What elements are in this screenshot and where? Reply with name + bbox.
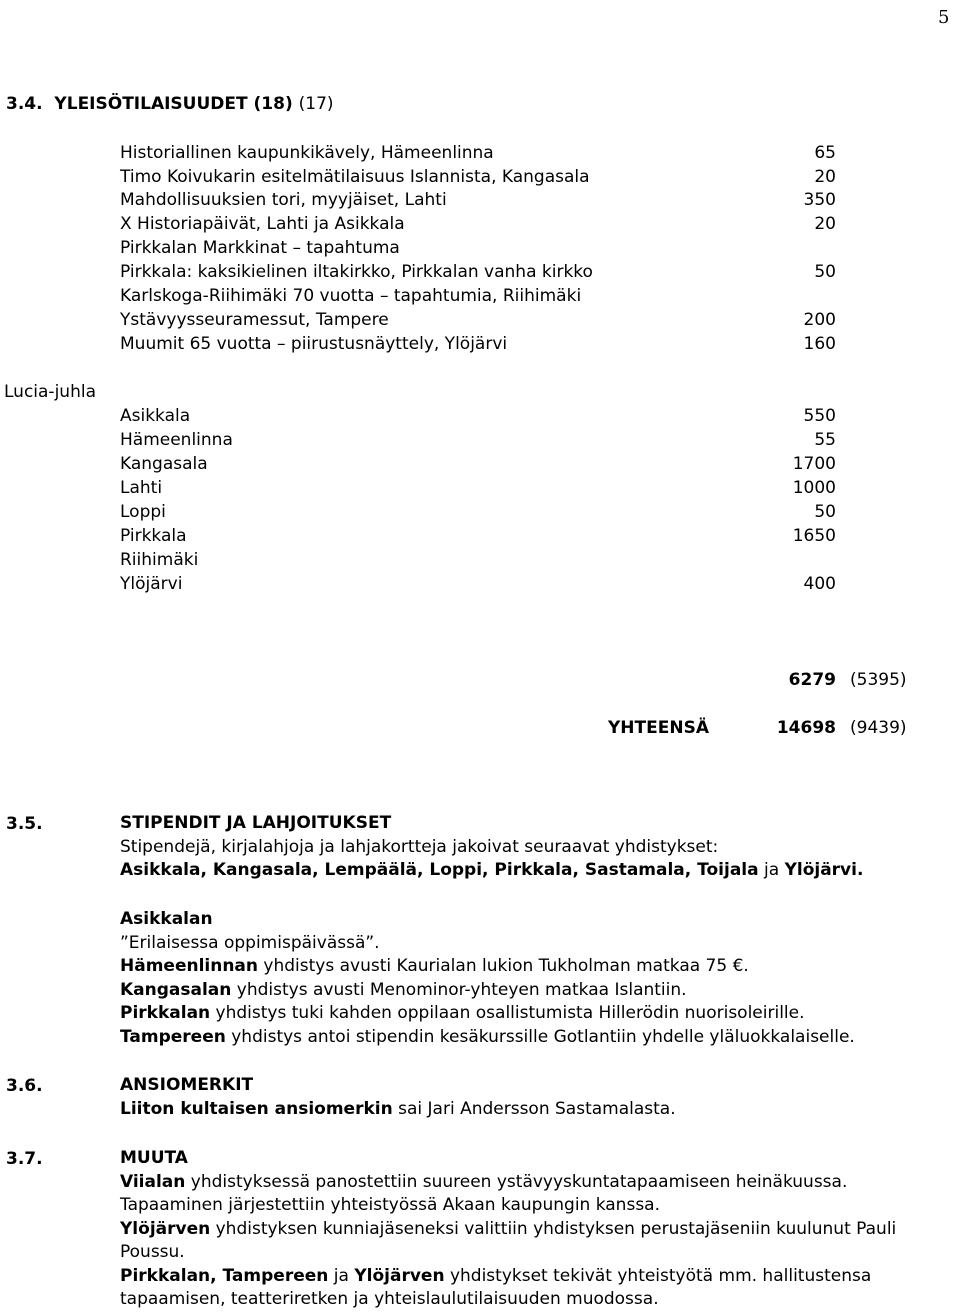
- association-list: [120, 859, 925, 883]
- conjunction: ja: [328, 1265, 355, 1286]
- grant-asikkala: [120, 908, 925, 932]
- viiala-line: [120, 1171, 925, 1195]
- list-item: [120, 143, 836, 163]
- total-label: YHTEENSÄ: [608, 718, 709, 738]
- conjunction: ja: [764, 860, 780, 880]
- event-value: 20: [814, 214, 836, 234]
- lucia-label: Lucia-juhla: [4, 382, 96, 402]
- list-item: [120, 334, 836, 354]
- grant-name: Pirkkalan: [120, 1003, 211, 1023]
- subtotal-value: 6279: [788, 670, 836, 690]
- grant-pirkkala: [120, 1002, 925, 1026]
- lucia-value: 400: [803, 574, 836, 594]
- page-number: 5: [938, 7, 950, 28]
- line-text: yhdistyksessä panostettiin suureen ystävyyskuntatapaamiseen heinäkuussa.: [185, 1171, 848, 1192]
- list-item: [120, 286, 836, 306]
- list-item: [120, 526, 836, 546]
- grant-name: Kangasalan: [120, 979, 232, 1000]
- total-value: 14698: [776, 718, 836, 738]
- lucia-city: Hämeenlinna: [120, 430, 233, 450]
- line-text: yhdistyksen kunniajäseneksi valittiin yhdistyksen perustajäseniin kuulunut Pauli: [210, 1218, 897, 1239]
- grant-name: Tampereen: [120, 1026, 226, 1047]
- list-item: [120, 502, 836, 522]
- list-item: [120, 454, 836, 474]
- section-title: ANSIOMERKIT: [120, 1075, 254, 1095]
- list-item: [120, 574, 836, 594]
- event-label: Timo Koivukarin esitelmätilaisuus Islannista, Kangasala: [120, 167, 590, 187]
- ylojarvi-line-cont: Poussu.: [120, 1242, 185, 1262]
- event-label: Pirkkala: kaksikielinen iltakirkko, Pirkkalan vanha kirkko: [120, 262, 593, 282]
- event-value: 160: [803, 334, 836, 354]
- lucia-value: 1000: [792, 478, 836, 498]
- list-item: [120, 430, 836, 450]
- lucia-city: Kangasala: [120, 454, 208, 474]
- grant-text: yhdistys avusti Menominor-yhteyen matkaa Islantiin.: [231, 979, 687, 1000]
- list-item: [120, 190, 836, 210]
- association-last: Ylöjärvi.: [784, 860, 864, 880]
- line-text: yhdistykset tekivät yhteistyötä mm. hallitustensa: [444, 1265, 872, 1286]
- lucia-value: 50: [814, 502, 836, 522]
- grant-text: yhdistys tuki kahden oppilaan osallistumista Hillerödin nuorisoleirille.: [210, 1003, 805, 1023]
- award-name: Liiton kultaisen ansiomerkin: [120, 1098, 393, 1119]
- section-3-7-body: [120, 1147, 925, 1312]
- grant-text: yhdistys antoi stipendin kesäkurssille Gotlantiin yhdelle yläluokkalaiselle.: [225, 1026, 855, 1047]
- event-label: Muumit 65 vuotta – piirustusnäyttely, Ylöjärvi: [120, 334, 508, 354]
- event-value: 50: [814, 262, 836, 282]
- lucia-city: Loppi: [120, 502, 166, 522]
- event-value: 350: [803, 190, 836, 210]
- list-item: [120, 214, 836, 234]
- section-3-6-body: [120, 1074, 925, 1121]
- association-names: Pirkkalan, Tampereen: [120, 1265, 329, 1286]
- association-name: Ylöjärven: [354, 1265, 445, 1286]
- grant-text: yhdistys avusti Kaurialan lukion Tukholman matkaa 75 €.: [258, 956, 749, 976]
- event-label: Karlskoga-Riihimäki 70 vuotta – tapahtumia, Riihimäki: [120, 286, 582, 306]
- event-label: Historiallinen kaupunkikävely, Hämeenlinna: [120, 143, 494, 163]
- viiala-line-cont: Tapaaminen järjestettiin yhteistyössä Akaan kaupungin kanssa.: [120, 1195, 660, 1215]
- lucia-value: 55: [814, 430, 836, 450]
- cooperation-line: [120, 1265, 925, 1289]
- section-intro: Stipendejä, kirjalahjoja ja lahjakortteja jakoivat seuraavat yhdistykset:: [120, 836, 719, 857]
- lucia-city: Ylöjärvi: [120, 574, 183, 594]
- event-value: 200: [803, 310, 836, 330]
- list-item: [120, 550, 836, 570]
- lucia-city: Lahti: [120, 478, 163, 498]
- lucia-value: 550: [803, 406, 836, 426]
- association-name: Viialan: [120, 1171, 186, 1192]
- event-label: Mahdollisuuksien tori, myyjäiset, Lahti: [120, 190, 447, 210]
- section-3-4-heading: [6, 94, 334, 114]
- section-title: YLEISÖTILAISUUDET (18): [54, 94, 293, 114]
- previous-count: (17): [298, 94, 334, 114]
- section-3-6-number: 3.6.: [6, 1076, 43, 1096]
- event-value: 65: [814, 143, 836, 163]
- event-label: Pirkkalan Markkinat – tapahtuma: [120, 238, 400, 258]
- association-names: Asikkala, Kangasala, Lempäälä, Loppi, Pirkkala, Sastamala, Toijala: [120, 860, 759, 880]
- lucia-city: Pirkkala: [120, 526, 187, 546]
- list-item: [120, 238, 836, 258]
- section-3-5-body: [120, 812, 925, 883]
- section-3-7-number: 3.7.: [6, 1149, 43, 1169]
- grant-asikkala-cont: ”Erilaisessa oppimispäivässä”.: [120, 932, 380, 953]
- award-line: [120, 1098, 925, 1122]
- subtotal-previous: (5395): [850, 670, 907, 690]
- list-item: [120, 406, 836, 426]
- total-previous: (9439): [850, 718, 907, 738]
- grant-tampere: [120, 1026, 925, 1050]
- grant-kangasala: [120, 979, 925, 1003]
- grant-hameenlinna: [120, 955, 925, 979]
- grant-name: Asikkalan: [120, 909, 213, 929]
- list-item: [120, 310, 836, 330]
- lucia-value: 1700: [792, 454, 836, 474]
- cooperation-line-cont: tapaamisen, teatteriretken ja yhteislaulutilaisuuden muodossa.: [120, 1289, 659, 1309]
- ylojarvi-line: [120, 1218, 925, 1242]
- section-3-5-number: 3.5.: [6, 814, 43, 834]
- award-text: sai Jari Andersson Sastamalasta.: [392, 1098, 676, 1119]
- grants-paragraph: [120, 908, 925, 1049]
- grant-name: Hämeenlinnan: [120, 956, 259, 976]
- lucia-city: Riihimäki: [120, 550, 199, 570]
- section-number: 3.4.: [6, 94, 43, 114]
- lucia-value: 1650: [792, 526, 836, 546]
- section-title: STIPENDIT JA LAHJOITUKSET: [120, 813, 392, 833]
- list-item: [120, 262, 836, 282]
- section-title: MUUTA: [120, 1148, 188, 1168]
- event-value: 20: [814, 167, 836, 187]
- lucia-city: Asikkala: [120, 406, 191, 426]
- event-label: X Historiapäivät, Lahti ja Asikkala: [120, 214, 405, 234]
- event-label: Ystävyysseuramessut, Tampere: [120, 310, 389, 330]
- list-item: [120, 478, 836, 498]
- association-name: Ylöjärven: [120, 1218, 211, 1239]
- list-item: [120, 167, 836, 187]
